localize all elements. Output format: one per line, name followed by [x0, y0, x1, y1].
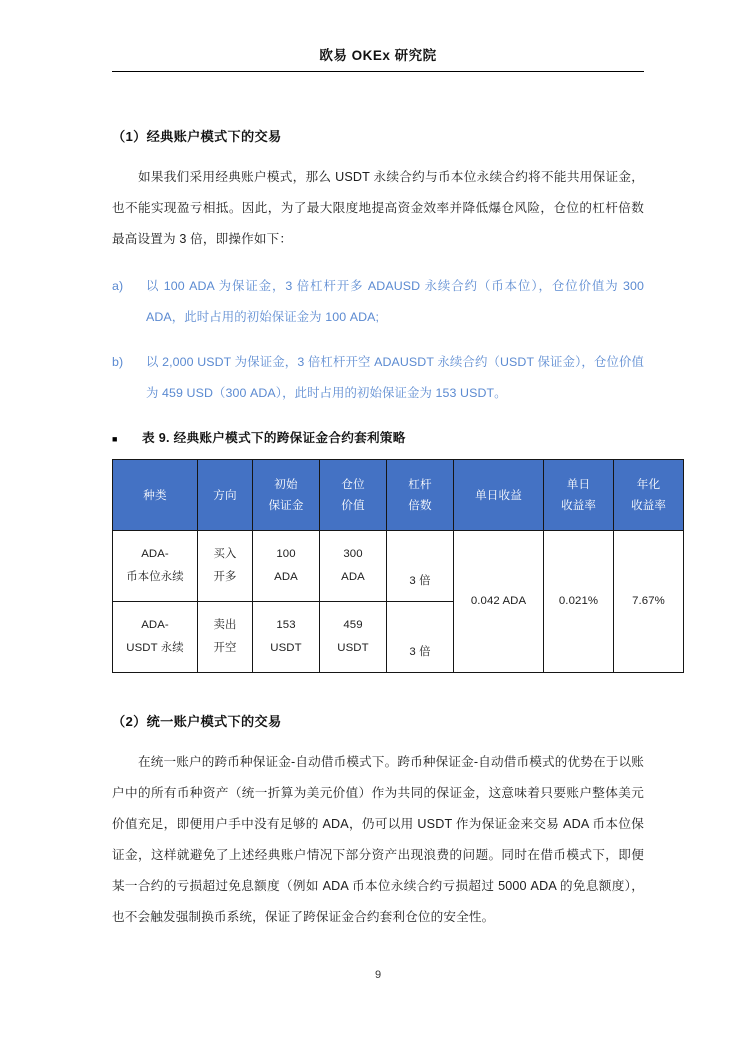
cell-kind [113, 531, 198, 602]
cell-position-value [320, 531, 387, 602]
cell-direction [198, 531, 253, 602]
cell-initial-margin [253, 602, 320, 673]
column-header-position-value-line1: 仓位 [341, 478, 365, 491]
column-header-daily-rate-line1: 单日 [566, 478, 591, 491]
column-header-daily-rate-line2: 收益率 [560, 499, 597, 512]
table-caption [112, 427, 644, 450]
alpha-list [112, 271, 644, 409]
cell-direction-line2: 开空 [213, 642, 237, 654]
section-one-heading: （1）经典账户模式下的交易 [112, 129, 282, 144]
cell-direction-line1: 卖出 [213, 619, 237, 631]
column-header-initial-margin-line2: 保证金 [268, 499, 304, 512]
section-one-paragraph: 如果我们采用经典账户模式，那么 USDT 永续合约与币本位永续合约将不能共用保证金，也不能实现盈亏相抵。因此，为了最大限度地提高资金效率并降低爆仓风险，仓位的杠杆倍数最高设置为 3 倍，即操作如下： [112, 170, 644, 246]
cell-kind-line2: USDT 永续 [126, 642, 184, 654]
table-row [113, 531, 684, 602]
cell-kind-line1: ADA- [141, 548, 169, 560]
arbitrage-strategy-table [112, 459, 684, 673]
cell-initial-margin-line2: ADA [274, 571, 298, 583]
cell-direction [198, 602, 253, 673]
cell-leverage: 3 倍 [387, 531, 454, 602]
column-header-direction-line1: 方向 [213, 488, 237, 502]
cell-initial-margin-line1: 100 [276, 548, 296, 560]
cell-kind-line2: 币本位永续 [126, 571, 184, 583]
cell-leverage: 3 倍 [387, 602, 454, 673]
list-item-text: 以 2,000 USDT 为保证金，3 倍杠杆开空 ADAUSDT 永续合约（USDT 保证金），仓位价值为 459 USD（300 ADA），此时占用的初始保证金为 153 USDT。 [146, 355, 644, 400]
column-header-daily-profit [454, 460, 544, 531]
cell-position-value-line2: ADA [341, 571, 365, 583]
cell-kind [113, 602, 198, 673]
list-item [112, 347, 644, 409]
cell-position-value-line1: 300 [343, 548, 363, 560]
column-header-annual-rate-line2: 收益率 [630, 499, 667, 512]
cell-initial-margin [253, 531, 320, 602]
cell-position-value [320, 602, 387, 673]
column-header-initial-margin-line1: 初始 [274, 478, 298, 491]
cell-kind-line1: ADA- [141, 619, 169, 631]
cell-position-value-line1: 459 [343, 619, 363, 631]
column-header-leverage [387, 460, 454, 531]
column-header-direction [198, 460, 253, 531]
column-header-position-value-line2: 价值 [341, 499, 365, 512]
section-two-heading: （2）统一账户模式下的交易 [112, 714, 282, 729]
column-header-leverage-line1: 杠杆 [408, 478, 432, 491]
cell-direction-line1: 买入 [213, 548, 237, 560]
document-header [112, 46, 644, 72]
list-item-marker: b) [112, 355, 124, 369]
table-caption-text: 表 9. 经典账户模式下的跨保证金合约套利策略 [142, 431, 406, 445]
column-header-annual-rate [614, 460, 684, 531]
column-header-daily-rate [544, 460, 614, 531]
cell-initial-margin-line1: 153 [276, 619, 296, 631]
column-header-daily-profit-line1: 单日收益 [475, 488, 522, 502]
column-header-kind-line1: 种类 [143, 488, 167, 502]
cell-daily-rate-merged: 0.021% [544, 531, 614, 673]
table-header-row [113, 460, 684, 531]
page-number: 9 [374, 969, 382, 981]
square-bullet-icon: ■ [112, 434, 118, 444]
cell-position-value-line2: USDT [337, 642, 369, 654]
cell-daily-profit-merged: 0.042 ADA [454, 531, 544, 673]
column-header-annual-rate-line1: 年化 [636, 478, 661, 491]
table-header [113, 460, 684, 531]
cell-direction-line2: 开多 [213, 571, 237, 583]
list-item-marker: a) [112, 279, 124, 293]
column-header-kind [113, 460, 198, 531]
section-two-paragraph: 在统一账户的跨币种保证金-自动借币模式下。跨币种保证金-自动借币模式的优势在于以账户中的所有币种资产（统一折算为美元价值）作为共同的保证金，这意味着只要账户整体美元价值充足，即便用户手中没有足够的 ADA，仍可以用 USDT 作为保证金来交易 ADA 币本位保证金，这样就避免了上述经典账户情况下部分资产出现浪费的问题。同时在借币模式下，即便某一合约的亏损超过免息额度（例如 ADA 币本位永续合约亏损超过 5000 ADA 的免息额度），也不会触发强制换币系统，保证了跨保证金合约套利仓位的安全性。 [112, 755, 644, 924]
list-item-text: 以 100 ADA 为保证金，3 倍杠杆开多 ADAUSD 永续合约（币本位），仓位价值为 300 ADA，此时占用的初始保证金为 100 ADA; [146, 279, 644, 324]
cell-initial-margin-line2: USDT [270, 642, 302, 654]
column-header-initial-margin [253, 460, 320, 531]
header-divider [112, 71, 644, 72]
cell-annual-rate-merged: 7.67% [614, 531, 684, 673]
list-item [112, 271, 644, 333]
table-body [113, 531, 684, 673]
column-header-position-value [320, 460, 387, 531]
document-content [112, 126, 667, 933]
header-title: 欧易 OKEx 研究院 [319, 48, 437, 63]
column-header-leverage-line2: 倍数 [408, 499, 432, 512]
